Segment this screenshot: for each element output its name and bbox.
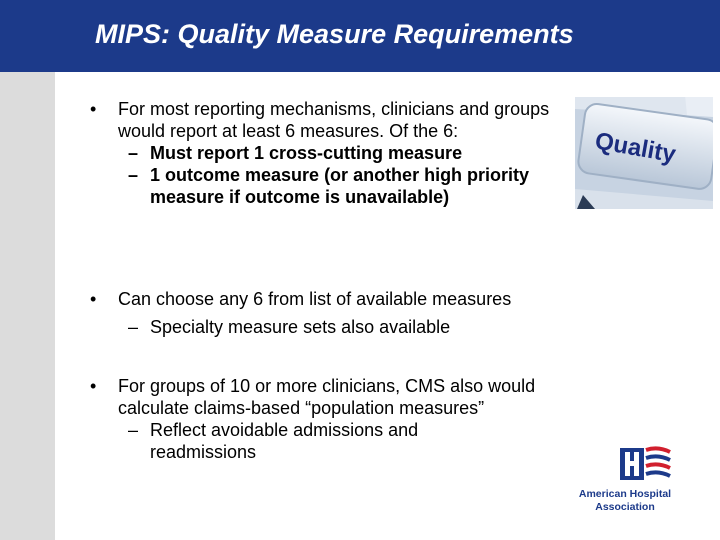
aha-logo-text: American Hospital Association (578, 488, 672, 513)
bullet-text: For groups of 10 or more clinicians, CMS also would calculate claims-based “population measures” (118, 376, 536, 418)
quality-key-image (575, 97, 713, 209)
bullet-text: Can choose any 6 from list of available measures (118, 289, 512, 309)
svg-text:Quality: Quality (592, 127, 678, 169)
dash-icon: – (128, 143, 139, 163)
bullet-icon: • (90, 99, 97, 119)
left-margin-bar (0, 72, 55, 540)
bullet-icon: • (90, 289, 97, 309)
bullet-group-1 (90, 98, 570, 208)
keyboard-key-icon (575, 97, 713, 209)
dash-icon: – (128, 420, 139, 440)
sub-bullet-text: Must report 1 cross-cutting measure (150, 143, 463, 163)
bullet-group-2 (90, 288, 570, 338)
aha-logo-icon (570, 444, 680, 488)
dash-icon: – (128, 165, 139, 185)
bullet-icon: • (90, 376, 97, 396)
title-bar (0, 0, 720, 72)
slide-title: MIPS: Quality Measure Requirements (95, 19, 574, 49)
bullet-group-3 (90, 375, 570, 463)
bullet-text: For most reporting mechanisms, clinicians and groups would report at least 6 measures. Of the 6: (118, 99, 550, 141)
dash-icon: – (128, 317, 139, 337)
sub-bullet-text: Reflect avoidable admissions and readmissions (150, 420, 419, 462)
sub-bullet-text: Specialty measure sets also available (150, 317, 451, 337)
sub-bullet-text: 1 outcome measure (or another high priority measure if outcome is unavailable) (150, 165, 530, 207)
